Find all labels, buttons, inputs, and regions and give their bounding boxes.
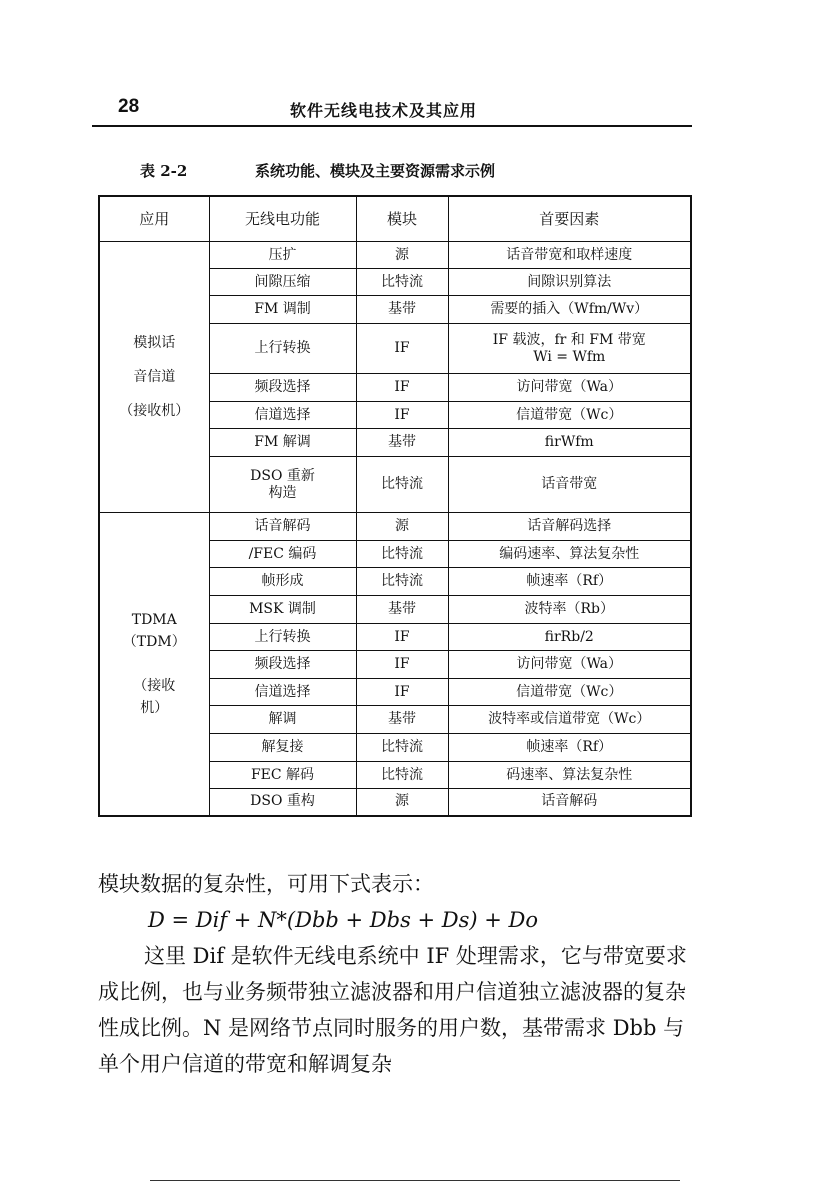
footer-rule [150, 1180, 680, 1181]
module-cell: 基带 [356, 596, 448, 624]
application-cell [99, 513, 209, 816]
function-text: FM 解调 [254, 434, 311, 450]
factor-text: 话音解码选择 [527, 518, 612, 534]
function-text: FEC 解码 [250, 766, 315, 783]
factor-cell [448, 374, 691, 402]
factor-text: 信道带宽（Wc） [516, 683, 623, 700]
body-text [98, 866, 698, 1082]
table-label: 表 2-2 [140, 162, 188, 180]
factor-text: 话音带宽和取样速度 [506, 246, 633, 263]
factor-cell [448, 429, 691, 457]
running-title: 软件无线电技术及其应用 [290, 101, 478, 120]
factor-text-line2: Wi = Wfm [533, 348, 606, 365]
function-cell [209, 402, 356, 429]
page-number: 28 [118, 96, 140, 117]
module-cell: IF [356, 402, 448, 429]
function-cell [209, 762, 356, 789]
factor-cell [448, 513, 691, 541]
module-cell: 基带 [356, 429, 448, 457]
module-cell: 基带 [356, 706, 448, 734]
factor-cell [448, 734, 691, 762]
factor-text: 需要的插入（Wfm/Wv） [490, 301, 649, 317]
function-cell [209, 269, 356, 296]
factor-text: 帧速率（Rf） [526, 573, 613, 589]
function-cell [209, 429, 356, 457]
module-cell: 比特流 [356, 734, 448, 762]
module-cell: 比特流 [356, 457, 448, 513]
factor-text: 话音解码 [541, 793, 598, 810]
factor-text: firRb/2 [544, 628, 594, 645]
function-text: 信道选择 [254, 683, 311, 700]
function-text: 压扩 [268, 246, 297, 263]
function-text: 解复接 [261, 739, 304, 755]
header-rule [92, 125, 692, 127]
module-cell: IF [356, 679, 448, 706]
column-header: 无线电功能 [209, 196, 356, 242]
column-header: 应用 [99, 196, 209, 242]
factor-text: IF 载波，fr 和 FM 带宽 [492, 331, 646, 348]
factor-cell [448, 624, 691, 651]
body-intro: 模块数据的复杂性，可用下式表示： [98, 872, 434, 896]
module-cell: 比特流 [356, 541, 448, 568]
function-cell [209, 679, 356, 706]
table-header-row [99, 196, 691, 242]
factor-cell [448, 269, 691, 296]
module-cell: IF [356, 374, 448, 402]
function-text: /FEC 编码 [248, 545, 317, 562]
function-text: FM 调制 [254, 301, 311, 317]
function-cell [209, 706, 356, 734]
module-cell: 比特流 [356, 568, 448, 596]
function-text: 帧形成 [261, 573, 304, 589]
factor-text: 信道带宽（Wc） [516, 406, 623, 423]
function-cell [209, 374, 356, 402]
resource-table [98, 195, 692, 817]
factor-text: 编码速率、算法复杂性 [499, 545, 640, 562]
module-cell: 比特流 [356, 762, 448, 789]
function-cell [209, 324, 356, 374]
factor-text: 波特率或信道带宽（Wc） [488, 711, 651, 727]
factor-text: 话音带宽 [541, 476, 598, 492]
function-text: DSO 重构 [250, 793, 315, 810]
function-cell [209, 296, 356, 324]
function-text: 频段选择 [254, 656, 311, 672]
factor-cell [448, 762, 691, 789]
body-paragraph: 这里 Dif 是软件无线电系统中 IF 处理需求，它与带宽要求成比例，也与业务频带独立滤波器和用户信道独立滤波器的复杂性成比例。N 是网络节点同时服务的用户数，基带需求 Dbb 与单个用户信道的带宽和解调复杂 [98, 944, 687, 1076]
column-header: 模块 [356, 196, 448, 242]
function-text: 上行转换 [254, 628, 311, 645]
function-text: 上行转换 [254, 340, 311, 356]
module-cell: 源 [356, 513, 448, 541]
table-caption: 系统功能、模块及主要资源需求示例 [255, 162, 496, 180]
application-line: 音信道 [133, 369, 176, 385]
application-line [104, 653, 205, 675]
factor-text: 间隙识别算法 [527, 273, 612, 290]
module-cell: IF [356, 624, 448, 651]
function-cell [209, 789, 356, 816]
factor-cell [448, 457, 691, 513]
module-cell: IF [356, 651, 448, 679]
factor-cell [448, 402, 691, 429]
function-text: 频段选择 [254, 379, 311, 395]
function-cell [209, 651, 356, 679]
function-cell [209, 568, 356, 596]
function-cell [209, 242, 356, 269]
factor-text: 帧速率（Rf） [526, 739, 613, 755]
function-text: DSO 重新 [250, 467, 315, 484]
application-line: （接收 [133, 677, 176, 694]
function-cell [209, 541, 356, 568]
application-line: 机） [140, 699, 169, 716]
factor-cell [448, 296, 691, 324]
application-cell [99, 242, 209, 513]
application-line: TDMA [131, 611, 177, 628]
factor-text: 波特率（Rb） [524, 601, 614, 617]
module-cell: 源 [356, 789, 448, 816]
function-text: 间隙压缩 [254, 273, 311, 290]
factor-cell [448, 596, 691, 624]
factor-cell [448, 679, 691, 706]
factor-cell [448, 789, 691, 816]
function-cell [209, 734, 356, 762]
table-row [99, 242, 691, 269]
function-cell [209, 513, 356, 541]
table-row [99, 513, 691, 541]
application-line: 模拟话 [133, 335, 176, 351]
module-cell: 基带 [356, 296, 448, 324]
function-text-line2: 构造 [268, 484, 297, 501]
function-cell [209, 457, 356, 513]
function-cell [209, 624, 356, 651]
function-text: MSK 调制 [249, 601, 316, 617]
function-text: 解调 [268, 711, 297, 727]
function-cell [209, 596, 356, 624]
factor-text: 访问带宽（Wa） [516, 656, 623, 672]
factor-cell [448, 568, 691, 596]
factor-cell [448, 242, 691, 269]
function-text: 信道选择 [254, 406, 311, 423]
factor-cell [448, 706, 691, 734]
factor-text: 码速率、算法复杂性 [506, 766, 633, 783]
factor-cell [448, 651, 691, 679]
factor-cell [448, 541, 691, 568]
application-line: （TDM） [122, 633, 186, 650]
factor-cell [448, 324, 691, 374]
module-cell: IF [356, 324, 448, 374]
factor-text: 访问带宽（Wa） [516, 379, 623, 395]
module-cell: 比特流 [356, 269, 448, 296]
application-line: （接收机） [119, 403, 190, 419]
column-header: 首要因素 [448, 196, 691, 242]
function-text: 话音解码 [254, 518, 311, 534]
formula: D = Dif + N*(Dbb + Dbs + Ds) + Do [148, 908, 539, 932]
module-cell: 源 [356, 242, 448, 269]
factor-text: firWfm [544, 434, 594, 450]
